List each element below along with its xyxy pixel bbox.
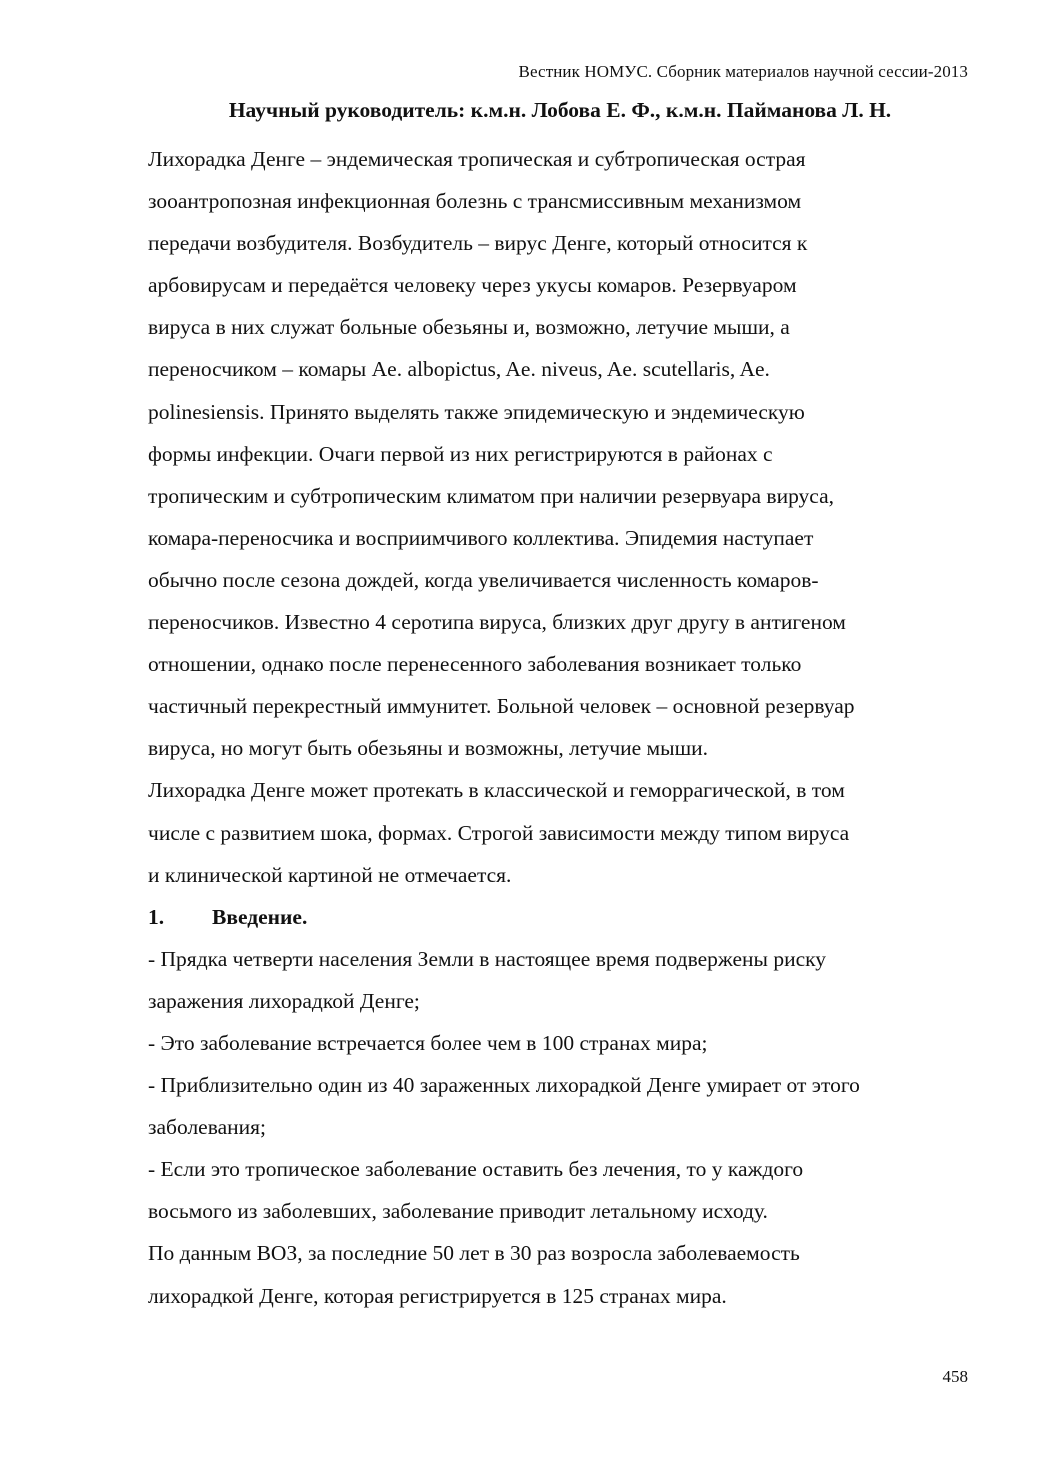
section-title: Введение. — [212, 904, 308, 929]
bullet-item — [148, 1148, 988, 1232]
text-line: Лихорадка Денге – эндемическая тропическая и субтропическая острая — [148, 147, 806, 171]
text-line: арбовирусам и передаётся человеку через укусы комаров. Резервуаром — [148, 273, 797, 298]
text-line: частичный перекрестный иммунитет. Больной человек – основной резервуар — [148, 694, 855, 719]
text-line: Лихорадка Денге может протекать в классической и геморрагической, в том — [148, 778, 845, 803]
running-header: Вестник НОМУС. Сборник материалов научной сессии-2013 — [518, 62, 968, 81]
text-line: - Приблизительно один из 40 зараженных лихорадкой Денге умирает от этого — [148, 1073, 860, 1098]
bullet-item — [148, 938, 988, 1022]
text-line: По данным ВОЗ, за последние 50 лет в 30 раз возросла заболеваемость — [148, 1241, 800, 1266]
article-body — [148, 138, 988, 1317]
supervisor-line: Научный руководитель: к.м.н. Лобова Е. Ф., к.м.н. Пайманова Л. Н. — [228, 98, 892, 122]
text-line: числе с развитием шока, формах. Строгой зависимости между типом вируса — [148, 820, 850, 845]
text-line: вируса, но могут быть обезьяны и возможны, летучие мыши. — [148, 736, 709, 761]
text-line: восьмого из заболевших, заболевание приводит летальному исходу. — [148, 1199, 768, 1224]
page-number: 458 — [942, 1367, 968, 1386]
section-heading — [148, 896, 988, 938]
text-line: - Прядка четверти населения Земли в настоящее время подвержены риску — [148, 946, 827, 971]
section-number: 1. — [148, 904, 165, 929]
text-line: заражения лихорадкой Денге; — [148, 988, 420, 1013]
text-line: переносчиков. Известно 4 серотипа вируса, близких друг другу в антигеном — [148, 610, 846, 635]
forms-paragraph — [148, 769, 988, 895]
bullet-item — [148, 1064, 988, 1148]
closing-paragraph — [148, 1232, 988, 1316]
bullet-item — [148, 1022, 988, 1064]
text-line: вируса в них служат больные обезьяны и, возможно, летучие мыши, а — [148, 315, 790, 340]
text-line: polinesiensis. Принято выделять также эпидемическую и эндемическую — [148, 399, 805, 424]
text-line: лихорадкой Денге, которая регистрируется в 125 странах мира. — [148, 1283, 727, 1308]
text-line: зооантропозная инфекционная болезнь с трансмиссивным механизмом — [148, 189, 802, 214]
text-line: - Если это тропическое заболевание оставить без лечения, то у каждого — [148, 1157, 804, 1182]
text-line: - Это заболевание встречается более чем в 100 странах мира; — [148, 1030, 708, 1055]
text-line: обычно после сезона дождей, когда увеличивается численность комаров- — [148, 567, 819, 592]
text-line: отношении, однако после перенесенного заболевания возникает только — [148, 652, 802, 677]
text-line: заболевания; — [148, 1115, 266, 1140]
intro-paragraph — [148, 138, 988, 769]
text-line: переносчиком – комары Ae. albopictus, Ae. niveus, Ae. scutellaris, Ae. — [148, 357, 770, 382]
text-line: и клинической картиной не отмечается. — [148, 862, 512, 887]
text-line: передачи возбудителя. Возбудитель – вирус Денге, который относится к — [148, 231, 808, 256]
text-line: комара-переносчика и восприимчивого коллектива. Эпидемия наступает — [148, 525, 814, 550]
text-line: формы инфекции. Очаги первой из них регистрируются в районах с — [148, 441, 773, 466]
text-line: тропическим и субтропическим климатом при наличии резервуара вируса, — [148, 483, 835, 508]
